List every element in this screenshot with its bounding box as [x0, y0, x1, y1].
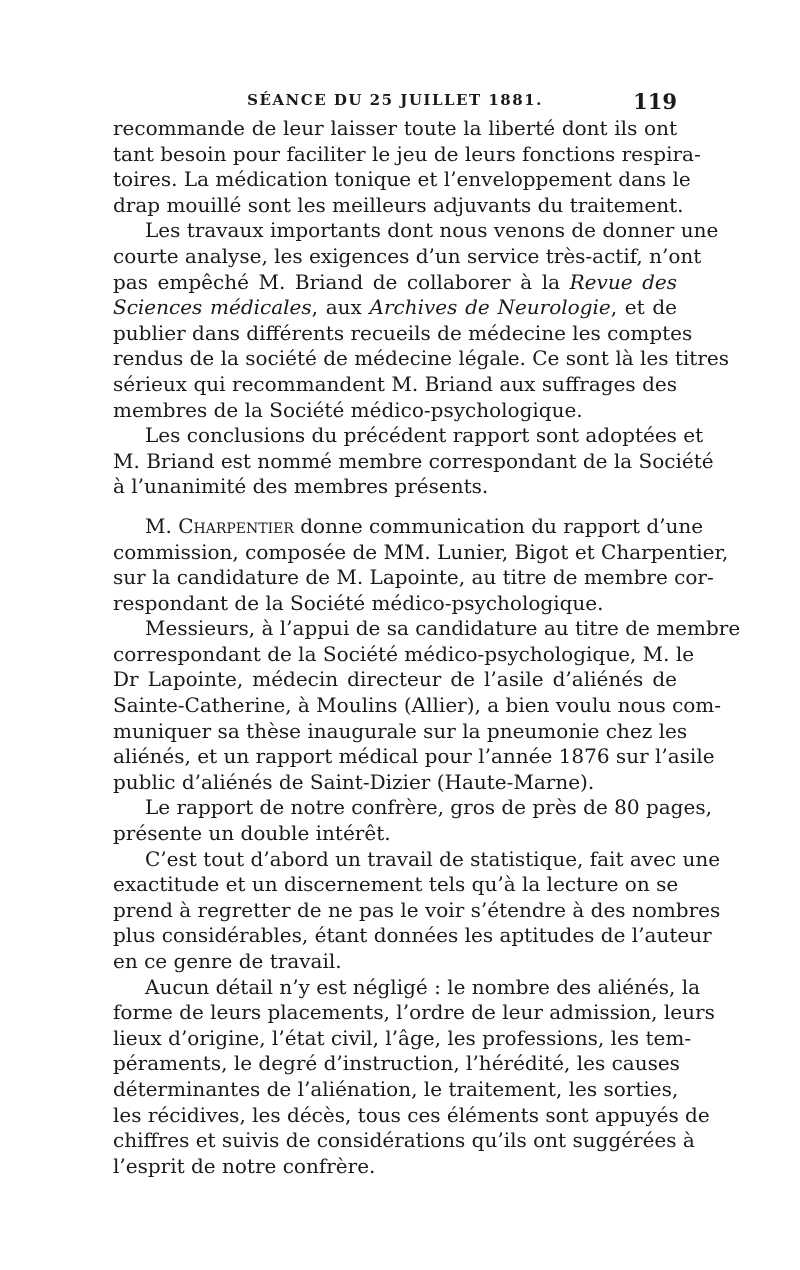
text-line: drap mouillé sont les meilleurs adjuvants du traitement.: [113, 192, 684, 217]
text-line: à l’unanimité des membres présents.: [113, 474, 489, 499]
text-span: , et de: [610, 295, 678, 320]
text-line: les récidives, les décès, tous ces éléments sont appuyés de: [113, 1102, 710, 1127]
text-line: péraments, le degré d’instruction, l’hérédité, les causes: [113, 1051, 680, 1076]
running-head: [113, 91, 677, 115]
text-line: toires. La médication tonique et l’enveloppement dans le: [113, 167, 691, 192]
text-line: Dr Lapointe, médecin directeur de l’asile d’aliénés de: [113, 667, 677, 692]
text-line: public d’aliénés de Saint-Dizier (Haute-Marne).: [113, 769, 595, 794]
text-line: exactitude et un discernement tels qu’à la lecture on se: [113, 872, 679, 897]
text-line: sur la candidature de M. Lapointe, au titre de membre cor-: [113, 565, 714, 590]
journal-title-sciences: Sciences médicales: [113, 295, 312, 320]
text-line: plus considérables, étant données les aptitudes de l’auteur: [113, 923, 712, 948]
text-line: chiffres et suivis de considérations qu’ils ont suggérées à: [113, 1128, 695, 1153]
text-line: rendus de la société de médecine légale. Ce sont là les titres: [113, 346, 729, 371]
speaker-name: Charpentier: [178, 513, 294, 538]
journal-title-revue: Revue des: [569, 269, 678, 294]
page-number: 119: [633, 89, 677, 114]
text-line: respondant de la Société médico-psychologique.: [113, 590, 604, 615]
text-line: Les conclusions du précédent rapport sont adoptées et: [145, 423, 704, 448]
text-line: Le rapport de notre confrère, gros de près de 80 pages,: [145, 795, 712, 820]
text-line: M. Briand est nommé membre correspondant de la Société: [113, 448, 714, 473]
text-line: tant besoin pour faciliter le jeu de leurs fonctions respira-: [113, 141, 701, 166]
text-line: Sainte-Catherine, à Moulins (Allier), a bien voulu nous com-: [113, 693, 722, 718]
body-text: [113, 116, 741, 1179]
text-span: donne communication du rapport d’une: [293, 513, 704, 538]
text-line: C’est tout d’abord un travail de statistique, fait avec une: [145, 846, 721, 871]
text-line: l’esprit de notre confrère.: [113, 1153, 376, 1178]
text-span: pas empêché M. Briand de collaborer à la: [113, 269, 570, 294]
text-line: recommande de leur laisser toute la liberté dont ils ont: [113, 116, 677, 140]
text-line: sérieux qui recommandent M. Briand aux suffrages des: [113, 371, 677, 396]
text-line: forme de leurs placements, l’ordre de leur admission, leurs: [113, 1000, 715, 1025]
running-title: SÉANCE DU 25 JUILLET 1881.: [247, 91, 543, 109]
text-line: présente un double intérêt.: [113, 821, 391, 846]
text-line: [113, 270, 677, 296]
text-line: muniquer sa thèse inaugurale sur la pneumonie chez les: [113, 718, 688, 743]
text-line: aliénés, et un rapport médical pour l’année 1876 sur l’asile: [113, 744, 715, 769]
text-line: membres de la Société médico-psychologique.: [113, 397, 583, 422]
journal-title-archives: Archives de Neurologie: [369, 295, 611, 320]
text-line: [113, 295, 677, 321]
text-line: déterminantes de l’aliénation, le traitement, les sorties,: [113, 1076, 679, 1101]
text-line: lieux d’origine, l’état civil, l’âge, les professions, les tem-: [113, 1025, 692, 1050]
text-span: , aux: [311, 295, 370, 320]
text-line: Les travaux importants dont nous venons de donner une: [145, 218, 719, 243]
text-line: courte analyse, les exigences d’un service très-actif, n’ont: [113, 243, 702, 268]
text-line: commission, composée de MM. Lunier, Bigot et Charpentier,: [113, 539, 729, 564]
text-line: correspondant de la Société médico-psychologique, M. le: [113, 641, 695, 666]
text-line: Aucun détail n’y est négligé : le nombre des aliénés, la: [145, 974, 701, 999]
text-line: [113, 513, 704, 540]
text-span: M.: [145, 513, 179, 538]
text-line: prend à regretter de ne pas le voir s’étendre à des nombres: [113, 897, 721, 922]
text-line: en ce genre de travail.: [113, 949, 342, 973]
text-line: publier dans différents recueils de médecine les comptes: [113, 320, 693, 345]
text-line: Messieurs, à l’appui de sa candidature au titre de membre: [145, 616, 741, 641]
